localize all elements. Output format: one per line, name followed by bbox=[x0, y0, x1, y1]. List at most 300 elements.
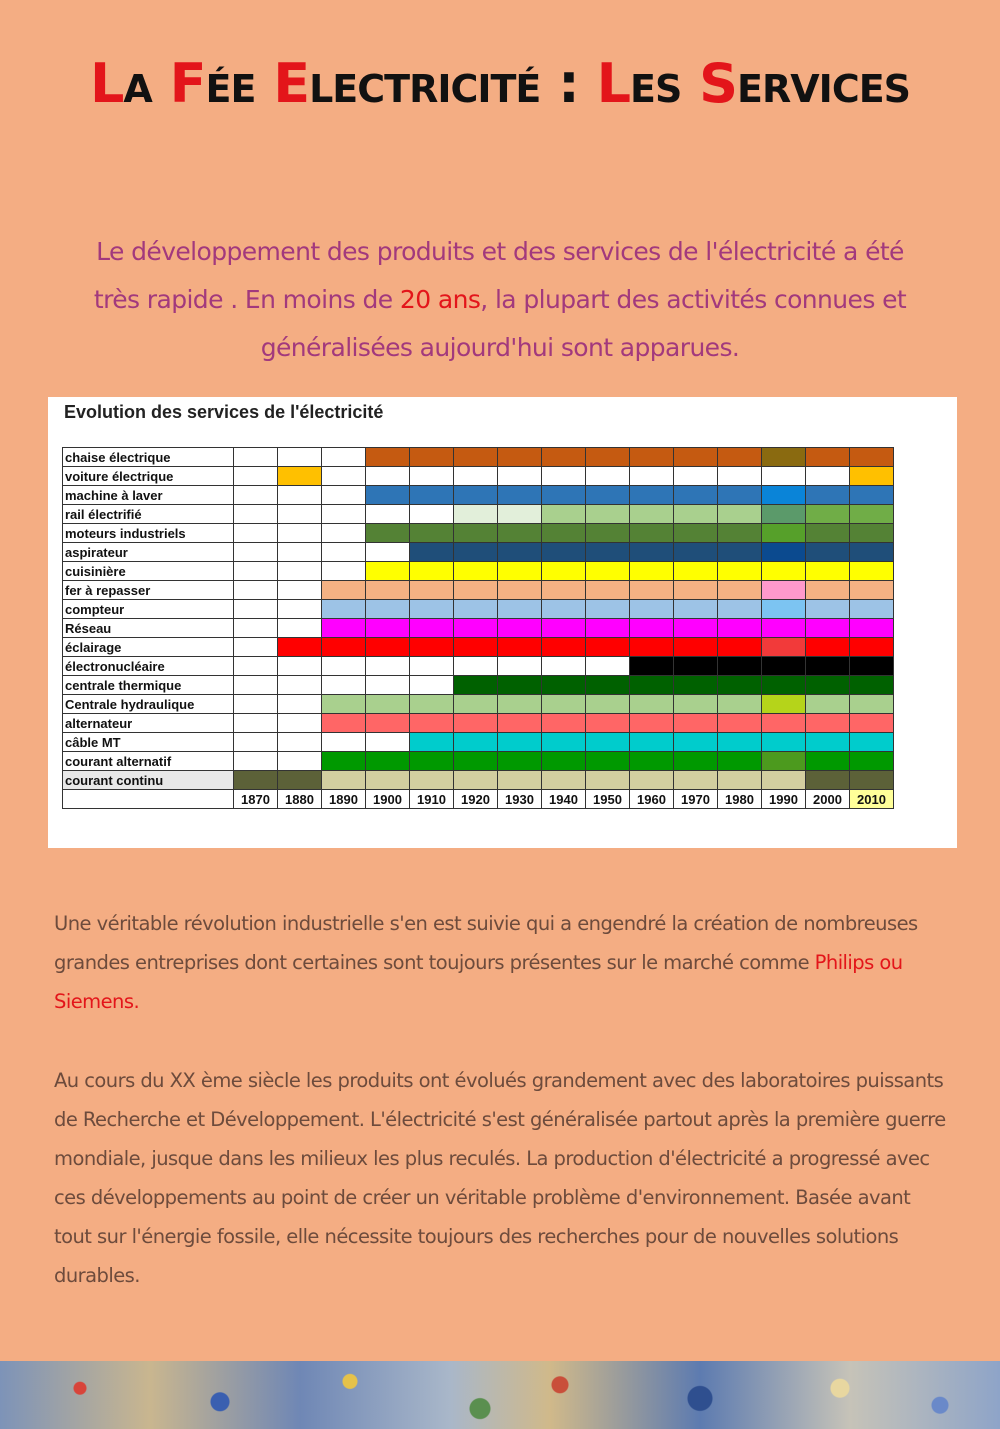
chart-cell bbox=[850, 733, 894, 752]
chart-cell bbox=[674, 771, 718, 790]
chart-cell bbox=[718, 467, 762, 486]
chart-cell bbox=[542, 619, 586, 638]
chart-cell bbox=[322, 676, 366, 695]
chart-cell bbox=[586, 733, 630, 752]
chart-cell bbox=[322, 505, 366, 524]
chart-cell bbox=[630, 695, 674, 714]
chart-cell bbox=[366, 676, 410, 695]
chart-cell bbox=[278, 524, 322, 543]
chart-cell bbox=[498, 524, 542, 543]
chart-cell bbox=[454, 467, 498, 486]
chart-cell bbox=[674, 467, 718, 486]
chart-cell bbox=[454, 486, 498, 505]
chart-cell bbox=[234, 562, 278, 581]
chart-cell bbox=[234, 619, 278, 638]
chart-cell bbox=[542, 562, 586, 581]
chart-cell bbox=[630, 657, 674, 676]
chart-cell bbox=[410, 486, 454, 505]
chart-row bbox=[63, 676, 894, 695]
chart-cell bbox=[454, 733, 498, 752]
chart-cell bbox=[278, 448, 322, 467]
chart-cell bbox=[806, 638, 850, 657]
chart-cell bbox=[542, 467, 586, 486]
chart-cell bbox=[542, 733, 586, 752]
chart-cell bbox=[278, 562, 322, 581]
chart-cell bbox=[322, 543, 366, 562]
chart-cell bbox=[586, 657, 630, 676]
chart-cell bbox=[322, 695, 366, 714]
chart-cell bbox=[410, 581, 454, 600]
chart-cell bbox=[674, 448, 718, 467]
year-tick-label: 1880 bbox=[278, 790, 322, 809]
chart-cell bbox=[322, 562, 366, 581]
chart-cell bbox=[586, 562, 630, 581]
chart-cell bbox=[322, 600, 366, 619]
decorative-painting-strip bbox=[0, 1361, 1000, 1429]
chart-cell bbox=[586, 600, 630, 619]
chart-cell bbox=[850, 676, 894, 695]
chart-cell bbox=[630, 543, 674, 562]
intro-text-before: Le développement des produits et des services de l'électricité a été très rapide . En moins de bbox=[93, 237, 904, 314]
chart-cell bbox=[278, 695, 322, 714]
intro-text-after: , la plupart des activités connues et généralisées aujourd'hui sont apparues. bbox=[260, 285, 907, 362]
services-grid bbox=[62, 447, 894, 809]
chart-cell bbox=[542, 524, 586, 543]
chart-row bbox=[63, 695, 894, 714]
year-tick-label: 1940 bbox=[542, 790, 586, 809]
chart-cell bbox=[718, 486, 762, 505]
chart-cell bbox=[498, 486, 542, 505]
chart-cell bbox=[586, 505, 630, 524]
chart-cell bbox=[850, 619, 894, 638]
chart-cell bbox=[410, 562, 454, 581]
chart-cell bbox=[234, 676, 278, 695]
row-label: Réseau bbox=[63, 619, 234, 638]
chart-cell bbox=[542, 752, 586, 771]
chart-cell bbox=[322, 714, 366, 733]
chart-cell bbox=[278, 771, 322, 790]
chart-row bbox=[63, 771, 894, 790]
chart-cell bbox=[630, 676, 674, 695]
chart-cell bbox=[410, 467, 454, 486]
row-label: compteur bbox=[63, 600, 234, 619]
chart-cell bbox=[674, 486, 718, 505]
year-tick-label: 1930 bbox=[498, 790, 542, 809]
chart-cell bbox=[718, 657, 762, 676]
chart-cell bbox=[366, 600, 410, 619]
chart-cell bbox=[762, 581, 806, 600]
year-tick-label: 1950 bbox=[586, 790, 630, 809]
chart-cell bbox=[630, 524, 674, 543]
chart-cell bbox=[454, 714, 498, 733]
chart-cell bbox=[850, 486, 894, 505]
chart-cell bbox=[674, 752, 718, 771]
chart-cell bbox=[366, 714, 410, 733]
chart-cell bbox=[806, 695, 850, 714]
row-label: fer à repasser bbox=[63, 581, 234, 600]
chart-cell bbox=[498, 619, 542, 638]
chart-cell bbox=[718, 714, 762, 733]
chart-cell bbox=[762, 657, 806, 676]
chart-cell bbox=[366, 695, 410, 714]
chart-cell bbox=[498, 448, 542, 467]
chart-cell bbox=[278, 752, 322, 771]
chart-cell bbox=[586, 619, 630, 638]
chart-cell bbox=[586, 524, 630, 543]
chart-cell bbox=[850, 448, 894, 467]
chart-cell bbox=[454, 695, 498, 714]
chart-cell bbox=[322, 657, 366, 676]
year-axis-row bbox=[63, 790, 894, 809]
chart-cell bbox=[630, 467, 674, 486]
chart-row bbox=[63, 524, 894, 543]
chart-cell bbox=[278, 467, 322, 486]
chart-cell bbox=[806, 752, 850, 771]
chart-cell bbox=[762, 676, 806, 695]
chart-row bbox=[63, 619, 894, 638]
chart-cell bbox=[806, 733, 850, 752]
chart-cell bbox=[542, 676, 586, 695]
chart-cell bbox=[542, 657, 586, 676]
chart-cell bbox=[498, 562, 542, 581]
chart-cell bbox=[674, 581, 718, 600]
chart-cell bbox=[454, 448, 498, 467]
year-tick-label: 1920 bbox=[454, 790, 498, 809]
chart-cell bbox=[674, 600, 718, 619]
row-label: aspirateur bbox=[63, 543, 234, 562]
chart-cell bbox=[454, 752, 498, 771]
chart-cell bbox=[234, 771, 278, 790]
chart-cell bbox=[278, 733, 322, 752]
year-tick-label: 1990 bbox=[762, 790, 806, 809]
chart-cell bbox=[674, 543, 718, 562]
chart-cell bbox=[718, 600, 762, 619]
chart-cell bbox=[762, 505, 806, 524]
chart-cell bbox=[586, 543, 630, 562]
chart-cell bbox=[674, 619, 718, 638]
year-tick-label: 1970 bbox=[674, 790, 718, 809]
axis-corner bbox=[63, 790, 234, 809]
chart-cell bbox=[850, 657, 894, 676]
chart-title: Evolution des services de l'électricité bbox=[64, 402, 384, 422]
chart-cell bbox=[278, 619, 322, 638]
chart-cell bbox=[806, 619, 850, 638]
chart-cell bbox=[850, 695, 894, 714]
row-label: moteurs industriels bbox=[63, 524, 234, 543]
chart-cell bbox=[674, 524, 718, 543]
paragraph-revolution bbox=[54, 904, 949, 1021]
year-tick-label: 1900 bbox=[366, 790, 410, 809]
chart-cell bbox=[542, 486, 586, 505]
chart-cell bbox=[718, 771, 762, 790]
chart-cell bbox=[234, 486, 278, 505]
chart-cell bbox=[366, 752, 410, 771]
chart-cell bbox=[322, 524, 366, 543]
chart-cell bbox=[542, 695, 586, 714]
chart-cell bbox=[586, 752, 630, 771]
chart-row bbox=[63, 752, 894, 771]
chart-cell bbox=[454, 771, 498, 790]
chart-row bbox=[63, 467, 894, 486]
row-label: machine à laver bbox=[63, 486, 234, 505]
chart-cell bbox=[234, 752, 278, 771]
year-tick-label: 2000 bbox=[806, 790, 850, 809]
chart-cell bbox=[234, 543, 278, 562]
chart-cell bbox=[850, 505, 894, 524]
row-label: rail électrifié bbox=[63, 505, 234, 524]
chart-cell bbox=[630, 752, 674, 771]
row-label: alternateur bbox=[63, 714, 234, 733]
chart-cell bbox=[366, 562, 410, 581]
chart-cell bbox=[674, 638, 718, 657]
chart-cell bbox=[850, 543, 894, 562]
chart-cell bbox=[586, 714, 630, 733]
chart-cell bbox=[542, 505, 586, 524]
chart-cell bbox=[806, 562, 850, 581]
chart-cell bbox=[498, 581, 542, 600]
chart-row bbox=[63, 543, 894, 562]
page-title bbox=[0, 52, 1000, 115]
chart-cell bbox=[498, 676, 542, 695]
chart-cell bbox=[718, 543, 762, 562]
chart-cell bbox=[234, 524, 278, 543]
chart-cell bbox=[806, 676, 850, 695]
chart-cell bbox=[630, 562, 674, 581]
chart-cell bbox=[366, 619, 410, 638]
chart-cell bbox=[454, 657, 498, 676]
chart-cell bbox=[718, 695, 762, 714]
chart-cell bbox=[322, 638, 366, 657]
chart-cell bbox=[366, 467, 410, 486]
chart-cell bbox=[366, 448, 410, 467]
chart-cell bbox=[718, 581, 762, 600]
chart-row bbox=[63, 448, 894, 467]
paragraph-twentieth-century: Au cours du XX ème siècle les produits ont évolués grandement avec des laboratoires puissants de Recherche et Développement. L'électricité s'est généralisée partout après la première guerre mondiale, jusque dans les milieux les plus reculés. La production d'électricité a progressé avec ces développements au point de créer un véritable problème d'environnement. Basée avant tout sur l'énergie fossile, elle nécessite toujours des recherches pour de nouvelles solutions durables. bbox=[54, 1069, 946, 1287]
chart-row bbox=[63, 562, 894, 581]
chart-cell bbox=[366, 581, 410, 600]
chart-cell bbox=[234, 714, 278, 733]
chart-cell bbox=[762, 733, 806, 752]
chart-cell bbox=[498, 714, 542, 733]
chart-cell bbox=[630, 619, 674, 638]
chart-cell bbox=[234, 638, 278, 657]
chart-cell bbox=[498, 657, 542, 676]
chart-cell bbox=[322, 448, 366, 467]
chart-cell bbox=[278, 505, 322, 524]
chart-cell bbox=[718, 505, 762, 524]
chart-cell bbox=[498, 600, 542, 619]
chart-cell bbox=[542, 638, 586, 657]
row-label: courant continu bbox=[63, 771, 234, 790]
chart-cell bbox=[806, 771, 850, 790]
chart-cell bbox=[718, 676, 762, 695]
chart-cell bbox=[410, 676, 454, 695]
title-segment: ée bbox=[205, 52, 274, 115]
chart-cell bbox=[322, 619, 366, 638]
chart-cell bbox=[806, 448, 850, 467]
chart-cell bbox=[410, 771, 454, 790]
chart-cell bbox=[630, 638, 674, 657]
chart-row bbox=[63, 505, 894, 524]
chart-cell bbox=[322, 581, 366, 600]
chart-cell bbox=[366, 638, 410, 657]
chart-cell bbox=[762, 486, 806, 505]
chart-cell bbox=[806, 581, 850, 600]
chart-cell bbox=[542, 771, 586, 790]
chart-cell bbox=[806, 543, 850, 562]
chart-cell bbox=[278, 600, 322, 619]
year-tick-label: 1980 bbox=[718, 790, 762, 809]
row-label: voiture électrique bbox=[63, 467, 234, 486]
chart-cell bbox=[630, 600, 674, 619]
paragraph1-highlight: Philips ou Siemens. bbox=[54, 951, 903, 1013]
chart-cell bbox=[806, 600, 850, 619]
chart-cell bbox=[278, 714, 322, 733]
chart-cell bbox=[366, 543, 410, 562]
chart-cell bbox=[366, 524, 410, 543]
row-label: câble MT bbox=[63, 733, 234, 752]
chart-cell bbox=[630, 714, 674, 733]
chart-cell bbox=[278, 657, 322, 676]
chart-cell bbox=[322, 771, 366, 790]
chart-cell bbox=[498, 771, 542, 790]
chart-cell bbox=[718, 638, 762, 657]
chart-cell bbox=[410, 524, 454, 543]
chart-cell bbox=[630, 486, 674, 505]
chart-cell bbox=[498, 543, 542, 562]
chart-cell bbox=[630, 505, 674, 524]
chart-cell bbox=[454, 505, 498, 524]
chart-cell bbox=[718, 562, 762, 581]
chart-cell bbox=[542, 543, 586, 562]
chart-cell bbox=[806, 524, 850, 543]
chart-cell bbox=[278, 543, 322, 562]
chart-cell bbox=[586, 771, 630, 790]
chart-cell bbox=[454, 638, 498, 657]
row-label: chaise électrique bbox=[63, 448, 234, 467]
row-label: éclairage bbox=[63, 638, 234, 657]
chart-row bbox=[63, 733, 894, 752]
row-label: courant alternatif bbox=[63, 752, 234, 771]
chart-cell bbox=[234, 581, 278, 600]
chart-cell bbox=[454, 619, 498, 638]
chart-cell bbox=[410, 638, 454, 657]
year-tick-label: 1890 bbox=[322, 790, 366, 809]
chart-cell bbox=[454, 581, 498, 600]
chart-cell bbox=[454, 562, 498, 581]
chart-cell bbox=[586, 695, 630, 714]
chart-row bbox=[63, 600, 894, 619]
chart-cell bbox=[498, 467, 542, 486]
chart-cell bbox=[542, 448, 586, 467]
chart-cell bbox=[850, 638, 894, 657]
chart-row bbox=[63, 657, 894, 676]
chart-cell bbox=[718, 752, 762, 771]
chart-cell bbox=[586, 467, 630, 486]
chart-cell bbox=[234, 505, 278, 524]
chart-cell bbox=[850, 581, 894, 600]
chart-cell bbox=[674, 695, 718, 714]
title-capital: L bbox=[596, 52, 630, 115]
chart-cell bbox=[806, 467, 850, 486]
chart-cell bbox=[762, 562, 806, 581]
row-label: cuisinière bbox=[63, 562, 234, 581]
chart-cell bbox=[278, 486, 322, 505]
year-tick-label: 1960 bbox=[630, 790, 674, 809]
row-label: centrale thermique bbox=[63, 676, 234, 695]
chart-cell bbox=[410, 695, 454, 714]
year-tick-label: 2010 bbox=[850, 790, 894, 809]
chart-row bbox=[63, 581, 894, 600]
chart-cell bbox=[718, 619, 762, 638]
chart-cell bbox=[806, 714, 850, 733]
chart-cell bbox=[410, 543, 454, 562]
chart-cell bbox=[586, 486, 630, 505]
chart-cell bbox=[234, 448, 278, 467]
title-segment: es bbox=[630, 52, 700, 115]
chart-cell bbox=[322, 733, 366, 752]
chart-row bbox=[63, 638, 894, 657]
chart-cell bbox=[366, 505, 410, 524]
chart-row bbox=[63, 714, 894, 733]
chart-cell bbox=[674, 657, 718, 676]
year-tick-label: 1870 bbox=[234, 790, 278, 809]
chart-cell bbox=[278, 581, 322, 600]
title-segment: ervices bbox=[737, 52, 911, 115]
chart-cell bbox=[762, 752, 806, 771]
chart-cell bbox=[410, 619, 454, 638]
row-label: électronucléaire bbox=[63, 657, 234, 676]
chart-cell bbox=[366, 733, 410, 752]
chart-cell bbox=[850, 467, 894, 486]
title-segment: lectricité : bbox=[309, 52, 597, 115]
paragraph1-text: Une véritable révolution industrielle s'en est suivie qui a engendré la création de nombreuses grandes entreprises dont certaines sont toujours présentes sur le marché comme bbox=[54, 912, 918, 974]
chart-cell bbox=[322, 486, 366, 505]
chart-cell bbox=[498, 752, 542, 771]
chart-cell bbox=[762, 543, 806, 562]
chart-cell bbox=[762, 638, 806, 657]
services-chart bbox=[48, 397, 957, 848]
chart-cell bbox=[410, 448, 454, 467]
chart-cell bbox=[410, 657, 454, 676]
chart-cell bbox=[850, 524, 894, 543]
chart-cell bbox=[454, 676, 498, 695]
chart-cell bbox=[718, 733, 762, 752]
chart-cell bbox=[850, 771, 894, 790]
chart-cell bbox=[762, 448, 806, 467]
chart-cell bbox=[718, 524, 762, 543]
chart-cell bbox=[586, 581, 630, 600]
chart-cell bbox=[234, 467, 278, 486]
chart-cell bbox=[762, 695, 806, 714]
chart-cell bbox=[630, 733, 674, 752]
chart-cell bbox=[234, 733, 278, 752]
intro-highlight: 20 ans bbox=[399, 285, 481, 314]
year-tick-label: 1910 bbox=[410, 790, 454, 809]
chart-cell bbox=[542, 581, 586, 600]
chart-cell bbox=[674, 714, 718, 733]
chart-cell bbox=[454, 600, 498, 619]
chart-cell bbox=[322, 752, 366, 771]
chart-cell bbox=[674, 562, 718, 581]
chart-cell bbox=[850, 752, 894, 771]
chart-cell bbox=[454, 524, 498, 543]
chart-cell bbox=[806, 657, 850, 676]
chart-cell bbox=[410, 600, 454, 619]
chart-cell bbox=[850, 714, 894, 733]
chart-cell bbox=[762, 524, 806, 543]
chart-cell bbox=[762, 714, 806, 733]
